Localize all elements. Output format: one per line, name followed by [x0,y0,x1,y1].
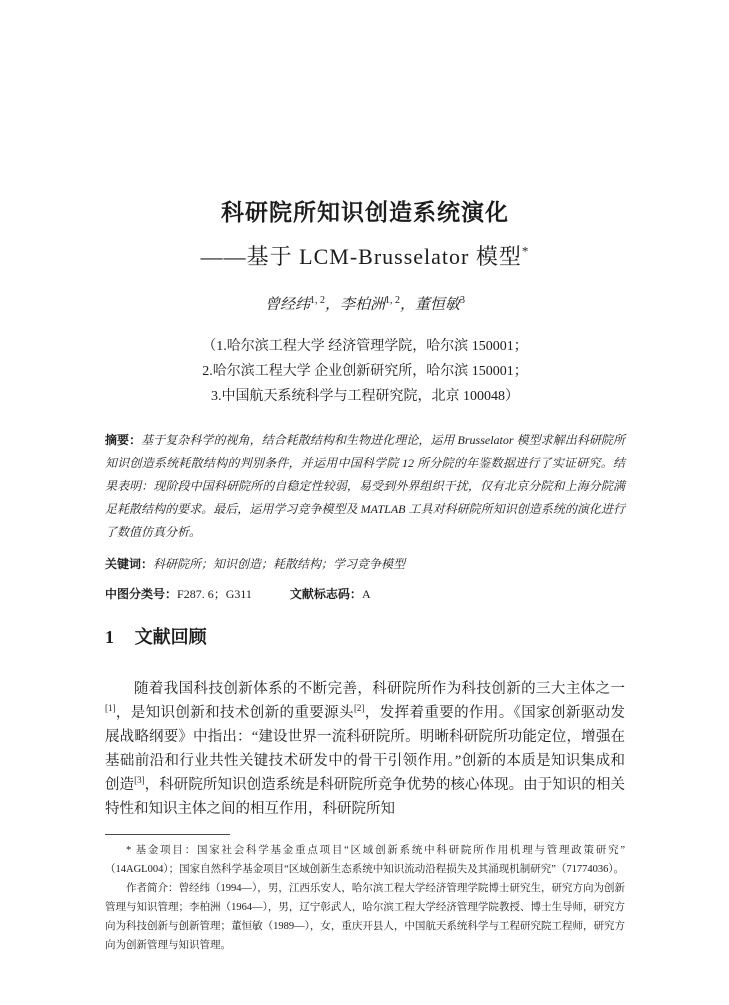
author-name-1: 曾经纬 [264,297,310,313]
doc-code-label: 文献标志码： [289,587,362,601]
title-footnote-marker: * [521,243,530,259]
citation-ref-3: [3] [134,775,145,786]
keywords-text: 科研院所；知识创造；耗散结构；学习竞争模型 [153,557,406,571]
clc-label: 中图分类号： [105,587,178,601]
body-paragraph [105,677,625,821]
classification-line [105,585,625,603]
footnote-funding-text: 基金项目：国家社会科学基金重点项目“区域创新系统中科研院所作用机理与管理政策研究”（14AGL004）；国家自然科学基金项目“区域创新生态系统中知识流动沿程损失及其涌现机制研究”（71774036）。 [105,845,625,875]
section-heading-1 [105,624,625,651]
abstract-paragraph [105,429,625,544]
paper-title [105,196,625,230]
footnote-author-bio: 作者简介：曾经纬（1994—），男，江西乐安人，哈尔滨工程大学经济管理学院博士研究生，研究方向为创新管理与知识管理；李柏洲（1964—），男，辽宁彰武人，哈尔滨工程大学经济管理学院教授、博士生导师，研究方向为科技创新与创新管理；董恒敏（1989—），女，重庆开县人，中国航天系统科学与工程研究院工程师，研究方向为创新管理与知识管理。 [105,883,625,951]
paper-title-text: 科研院所知识创造系统演化 [221,200,509,225]
section-title: 文献回顾 [134,627,207,647]
paper-subtitle-text: ——基于 LCM-Brusselator 模型 [200,244,522,269]
body-text-segment: ，科研院所知识创造系统是科研院所竞争优势的核心体现。由于知识的相关特性和知识主体之间的相互作用，科研院所知 [105,777,626,817]
footnote-block [105,841,625,955]
keywords-line [105,555,625,573]
clc-value: F287. 6；G311 [177,587,252,601]
abstract-text: 基于复杂科学的视角，结合耗散结构和生物进化理论，运用 Brusselator 模型求解出科研院所知识创造系统耗散结构的判别条件，并运用中国科学院 12 所分院的年鉴数据进行了实证研究。结果表明：现阶段中国科研院所的自稳定性较弱，易受到外界组织干扰，仅有北京分院和上海分院满足耗散结构的要求。最后，运用学习竞争模型及 MATLAB 工具对科研院所知识创造系统的演化进行了数值仿真分析。 [105,433,625,539]
footnote-marker: * [126,845,132,856]
abstract-label: 摘要： [105,433,142,447]
body-text-segment: 随着我国科技创新体系的不断完善，科研院所作为科技创新的三大主体之一 [134,681,625,697]
footnote-separator-line [105,834,230,835]
footnote-funding [105,841,625,879]
author-separator: ， [324,297,340,313]
affiliation-line-3: 3.中国航天系统科学与工程研究院，北京 100048） [211,389,519,404]
author-line [105,295,625,315]
doc-code-value: A [361,587,371,601]
author-affiliation-sup-2: 1, 2 [385,295,400,306]
author-name-3: 董恒敏 [415,297,461,313]
body-text-segment: ，是知识创新和技术创新的重要源头 [115,705,354,721]
body-text-segment: ，发挥着重要的作用。《国家创新驱动发展战略纲要》中指出：“建设世界一流科研院所。明晰科研院所功能定位，增强在基础前沿和行业共性关键技术研发中的骨干引领作用。”创新的本质是知识集成和创造 [105,705,626,793]
author-separator: ， [400,297,416,313]
author-affiliation-sup-3: 3 [460,295,466,306]
keywords-label: 关键词： [105,557,154,571]
affiliation-line-1: （1.哈尔滨工程大学 经济管理学院，哈尔滨 150001； [202,339,528,354]
paper-subtitle [105,240,625,274]
citation-ref-1: [1] [105,703,116,714]
affiliation-block [105,334,625,409]
affiliation-line-2: 2.哈尔滨工程大学 企业创新研究所，哈尔滨 150001； [202,364,528,379]
author-affiliation-sup-1: 1, 2 [309,295,325,306]
citation-ref-2: [2] [353,703,365,714]
section-number: 1 [105,627,114,647]
author-name-2: 李柏洲 [339,297,385,313]
